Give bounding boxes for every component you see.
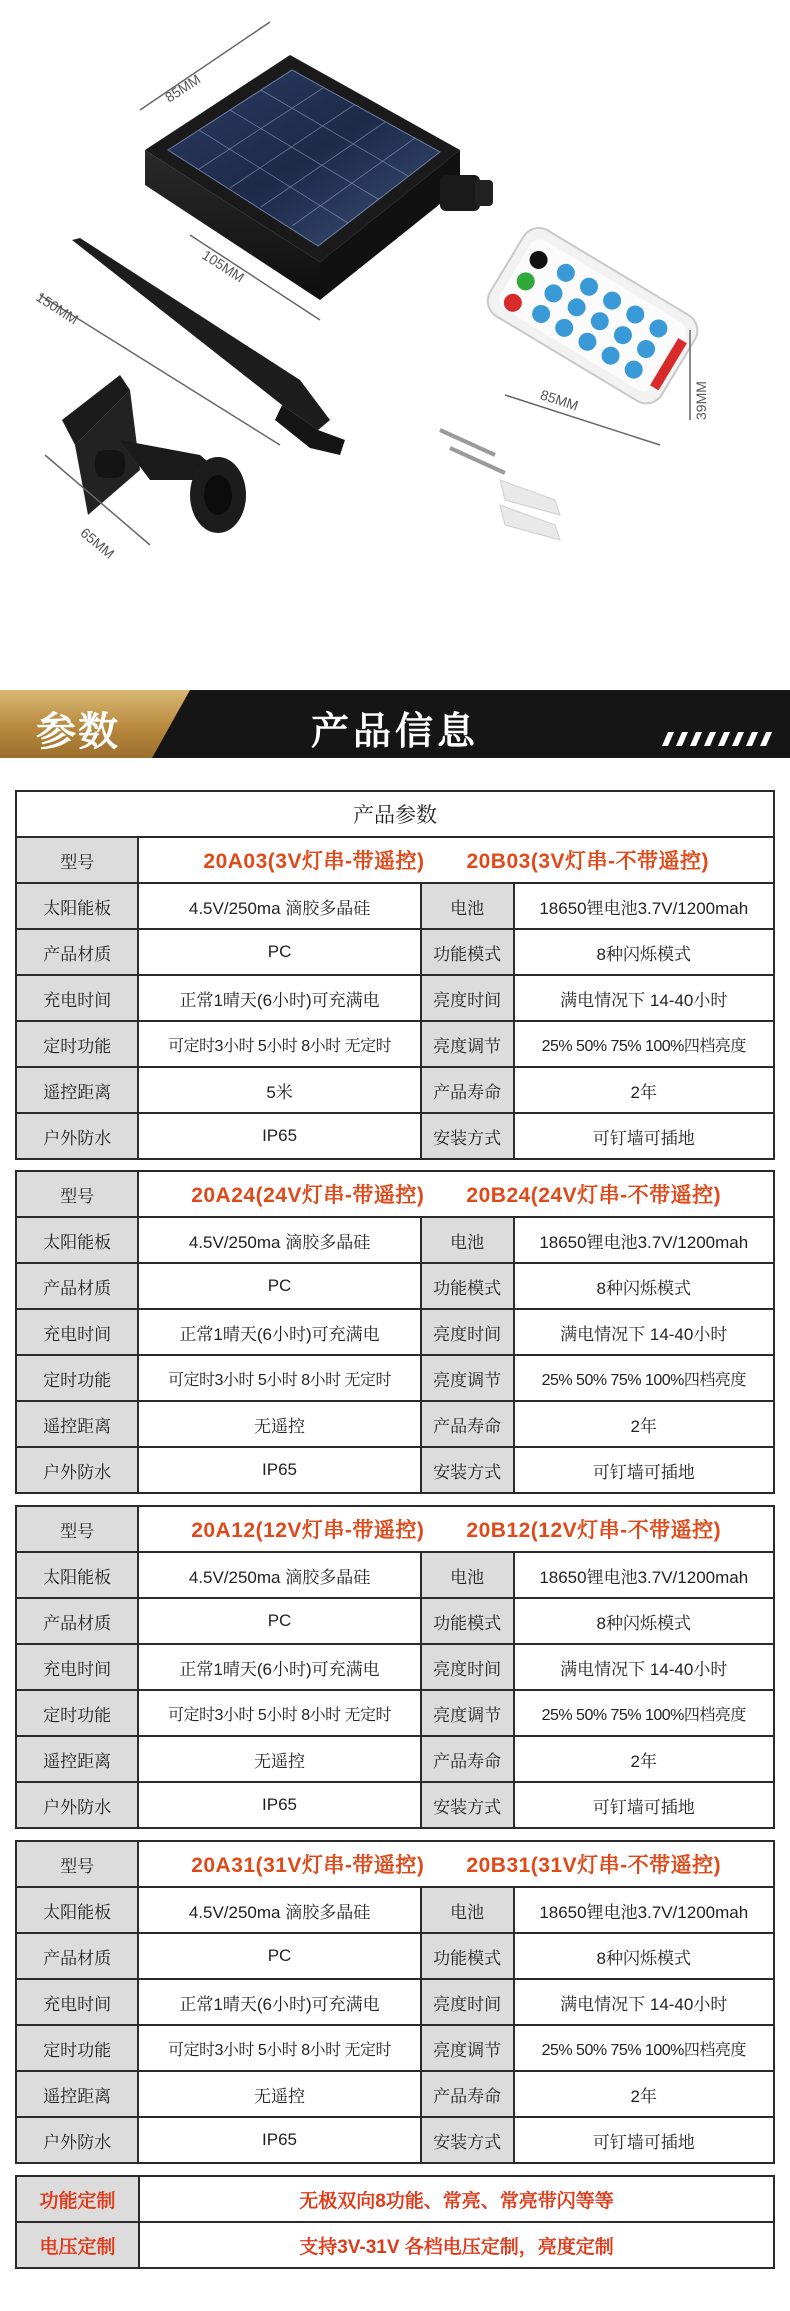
table-row	[16, 1644, 774, 1690]
row-value: 可定时3小时 5小时 8小时 无定时	[138, 1021, 420, 1067]
row-value: 4.5V/250ma 滴胶多晶硅	[138, 883, 420, 929]
model-b: 20B03(3V灯串-不带遥控)	[466, 850, 710, 873]
section-banner	[0, 690, 790, 758]
row-label: 亮度调节	[421, 1355, 514, 1401]
table-row	[16, 2176, 774, 2222]
table-row	[16, 1217, 774, 1263]
row-label: 太阳能板	[16, 1552, 138, 1598]
table-row	[16, 1598, 774, 1644]
row-value: 满电情况下 14-40小时	[514, 975, 774, 1021]
table-row	[16, 1979, 774, 2025]
row-label: 产品寿命	[421, 1067, 514, 1113]
row-label: 户外防水	[16, 1782, 138, 1828]
row-value: PC	[138, 1263, 420, 1309]
row-value: 25% 50% 75% 100%四档亮度	[514, 1690, 775, 1736]
row-label: 充电时间	[16, 975, 138, 1021]
row-value: 无遥控	[138, 1736, 420, 1782]
row-label: 产品寿命	[421, 2071, 514, 2117]
row-label: 安装方式	[421, 1782, 514, 1828]
row-value: 5米	[138, 1067, 420, 1113]
table-row	[16, 1263, 774, 1309]
table-row	[16, 929, 774, 975]
model-a: 20A03(3V灯串-带遥控)	[203, 850, 425, 873]
table-row	[16, 2025, 774, 2071]
row-label: 电池	[421, 1887, 514, 1933]
table-row	[16, 1067, 774, 1113]
dim-label-150: 150MM	[33, 288, 82, 328]
row-label: 户外防水	[16, 2117, 138, 2163]
row-value: 满电情况下 14-40小时	[514, 1309, 775, 1355]
model-label: 型号	[16, 1841, 138, 1887]
row-value: IP65	[138, 2117, 420, 2163]
table-caption: 产品参数	[16, 791, 774, 837]
spec-table-1	[15, 790, 775, 1160]
banner-title: 产品信息	[310, 711, 479, 753]
row-label: 电池	[421, 1217, 514, 1263]
row-value: 可定时3小时 5小时 8小时 无定时	[138, 1355, 420, 1401]
spec-table-2	[15, 1170, 775, 1494]
model-value	[138, 1506, 774, 1552]
row-label: 定时功能	[16, 2025, 138, 2071]
row-label: 亮度调节	[421, 1690, 514, 1736]
row-label: 电池	[421, 1552, 514, 1598]
row-value: 25% 50% 75% 100%四档亮度	[514, 2025, 775, 2071]
dim-label-105: 105MM	[199, 246, 248, 286]
product-photo	[0, 0, 790, 690]
row-value: 可定时3小时 5小时 8小时 无定时	[138, 1690, 420, 1736]
row-value: 18650锂电池3.7V/1200mah	[514, 1217, 775, 1263]
row-value: 满电情况下 14-40小时	[514, 1644, 775, 1690]
row-value: 8种闪烁模式	[514, 929, 774, 975]
row-label: 户外防水	[16, 1113, 138, 1159]
row-value: 2年	[514, 1067, 774, 1113]
row-value: 正常1晴天(6小时)可充满电	[138, 1979, 420, 2025]
table-row	[16, 883, 774, 929]
model-a: 20A31(31V灯串-带遥控)	[191, 1854, 425, 1877]
table-row	[16, 1113, 774, 1159]
row-value: 2年	[514, 2071, 775, 2117]
row-label: 亮度时间	[421, 1644, 514, 1690]
row-value: 可钉墙可插地	[514, 1782, 775, 1828]
row-label: 遥控距离	[16, 1067, 138, 1113]
row-label: 充电时间	[16, 1309, 138, 1355]
row-value: 8种闪烁模式	[514, 1263, 775, 1309]
row-label: 亮度调节	[421, 2025, 514, 2071]
row-label: 太阳能板	[16, 1887, 138, 1933]
model-value	[138, 1841, 774, 1887]
table-row	[16, 1736, 774, 1782]
table-row	[16, 1782, 774, 1828]
table-row	[16, 975, 774, 1021]
model-label: 型号	[16, 837, 138, 883]
row-value: 8种闪烁模式	[514, 1598, 775, 1644]
spec-table-4	[15, 1840, 775, 2164]
row-label: 安装方式	[421, 2117, 514, 2163]
model-label: 型号	[16, 1506, 138, 1552]
row-label: 安装方式	[421, 1447, 514, 1493]
table-row	[16, 2071, 774, 2117]
row-label: 产品寿命	[421, 1736, 514, 1782]
row-value: 8种闪烁模式	[514, 1933, 775, 1979]
table-row	[16, 1401, 774, 1447]
model-b: 20B31(31V灯串-不带遥控)	[466, 1854, 722, 1877]
model-value	[138, 837, 774, 883]
table-row	[16, 1447, 774, 1493]
row-label: 定时功能	[16, 1690, 138, 1736]
row-value: IP65	[138, 1782, 420, 1828]
row-value: 正常1晴天(6小时)可充满电	[138, 1309, 420, 1355]
wall-bracket	[62, 375, 246, 533]
custom-label: 电压定制	[16, 2222, 139, 2268]
row-label: 遥控距离	[16, 2071, 138, 2117]
custom-value: 无极双向8功能、常亮、常亮带闪等等	[139, 2176, 774, 2222]
row-value: PC	[138, 1933, 420, 1979]
table-row	[16, 1933, 774, 1979]
row-label: 电池	[421, 883, 514, 929]
row-label: 遥控距离	[16, 1736, 138, 1782]
row-value: IP65	[138, 1447, 420, 1493]
row-value: PC	[138, 1598, 420, 1644]
row-label: 充电时间	[16, 1644, 138, 1690]
row-value: 18650锂电池3.7V/1200mah	[514, 1887, 775, 1933]
row-value: 18650锂电池3.7V/1200mah	[514, 883, 774, 929]
row-value: 正常1晴天(6小时)可充满电	[138, 975, 420, 1021]
dim-label-85-top: 85MM	[162, 70, 204, 106]
row-label: 定时功能	[16, 1355, 138, 1401]
row-label: 产品材质	[16, 1598, 138, 1644]
row-value: 4.5V/250ma 滴胶多晶硅	[138, 1887, 420, 1933]
row-value: 可钉墙可插地	[514, 1447, 775, 1493]
row-label: 亮度时间	[421, 975, 514, 1021]
product-illustration	[0, 0, 790, 690]
row-label: 亮度时间	[421, 1979, 514, 2025]
model-a: 20A12(12V灯串-带遥控)	[191, 1519, 425, 1542]
row-label: 亮度调节	[421, 1021, 514, 1067]
row-label: 户外防水	[16, 1447, 138, 1493]
table-row	[16, 1021, 774, 1067]
row-value: 2年	[514, 1401, 775, 1447]
model-b: 20B24(24V灯串-不带遥控)	[466, 1184, 722, 1207]
table-row	[16, 1552, 774, 1598]
row-label: 产品寿命	[421, 1401, 514, 1447]
row-label: 产品材质	[16, 1933, 138, 1979]
row-label: 产品材质	[16, 1263, 138, 1309]
row-value: 正常1晴天(6小时)可充满电	[138, 1644, 420, 1690]
table-row	[16, 1309, 774, 1355]
custom-label: 功能定制	[16, 2176, 139, 2222]
row-value: 无遥控	[138, 1401, 420, 1447]
row-label: 产品材质	[16, 929, 138, 975]
dim-label-85-remote: 85MM	[538, 386, 581, 414]
table-row	[16, 2117, 774, 2163]
row-value: IP65	[138, 1113, 420, 1159]
row-value: 18650锂电池3.7V/1200mah	[514, 1552, 775, 1598]
screws-and-anchors	[440, 430, 560, 540]
model-value	[138, 1171, 774, 1217]
solar-box	[145, 55, 493, 300]
row-label: 功能模式	[421, 1598, 514, 1644]
row-value: PC	[138, 929, 420, 975]
row-label: 太阳能板	[16, 1217, 138, 1263]
row-value: 满电情况下 14-40小时	[514, 1979, 775, 2025]
remote-control	[481, 221, 704, 410]
spec-table-3	[15, 1505, 775, 1829]
row-value: 可定时3小时 5小时 8小时 无定时	[138, 2025, 420, 2071]
row-value: 可钉墙可插地	[514, 1113, 774, 1159]
row-value: 25% 50% 75% 100%四档亮度	[514, 1021, 774, 1067]
row-label: 遥控距离	[16, 1401, 138, 1447]
table-row	[16, 2222, 774, 2268]
row-label: 功能模式	[421, 1263, 514, 1309]
custom-value: 支持3V-31V 各档电压定制，亮度定制	[139, 2222, 774, 2268]
model-b: 20B12(12V灯串-不带遥控)	[466, 1519, 722, 1542]
row-value: 2年	[514, 1736, 775, 1782]
row-label: 功能模式	[421, 929, 514, 975]
row-label: 安装方式	[421, 1113, 514, 1159]
row-label: 功能模式	[421, 1933, 514, 1979]
banner-left-label: 参数	[36, 710, 120, 754]
row-value: 可钉墙可插地	[514, 2117, 775, 2163]
table-row	[16, 1887, 774, 1933]
table-row	[16, 1690, 774, 1736]
banner-stripes-icon	[662, 732, 772, 746]
row-label: 定时功能	[16, 1021, 138, 1067]
table-row	[16, 1355, 774, 1401]
row-value: 25% 50% 75% 100%四档亮度	[514, 1355, 775, 1401]
customization-table	[15, 2175, 775, 2269]
row-value: 4.5V/250ma 滴胶多晶硅	[138, 1552, 420, 1598]
row-label: 充电时间	[16, 1979, 138, 2025]
row-label: 亮度时间	[421, 1309, 514, 1355]
dim-label-39: 39MM	[693, 381, 709, 420]
row-label: 太阳能板	[16, 883, 138, 929]
model-label: 型号	[16, 1171, 138, 1217]
row-value: 4.5V/250ma 滴胶多晶硅	[138, 1217, 420, 1263]
model-a: 20A24(24V灯串-带遥控)	[191, 1184, 425, 1207]
dim-label-65: 65MM	[77, 524, 118, 562]
row-value: 无遥控	[138, 2071, 420, 2117]
